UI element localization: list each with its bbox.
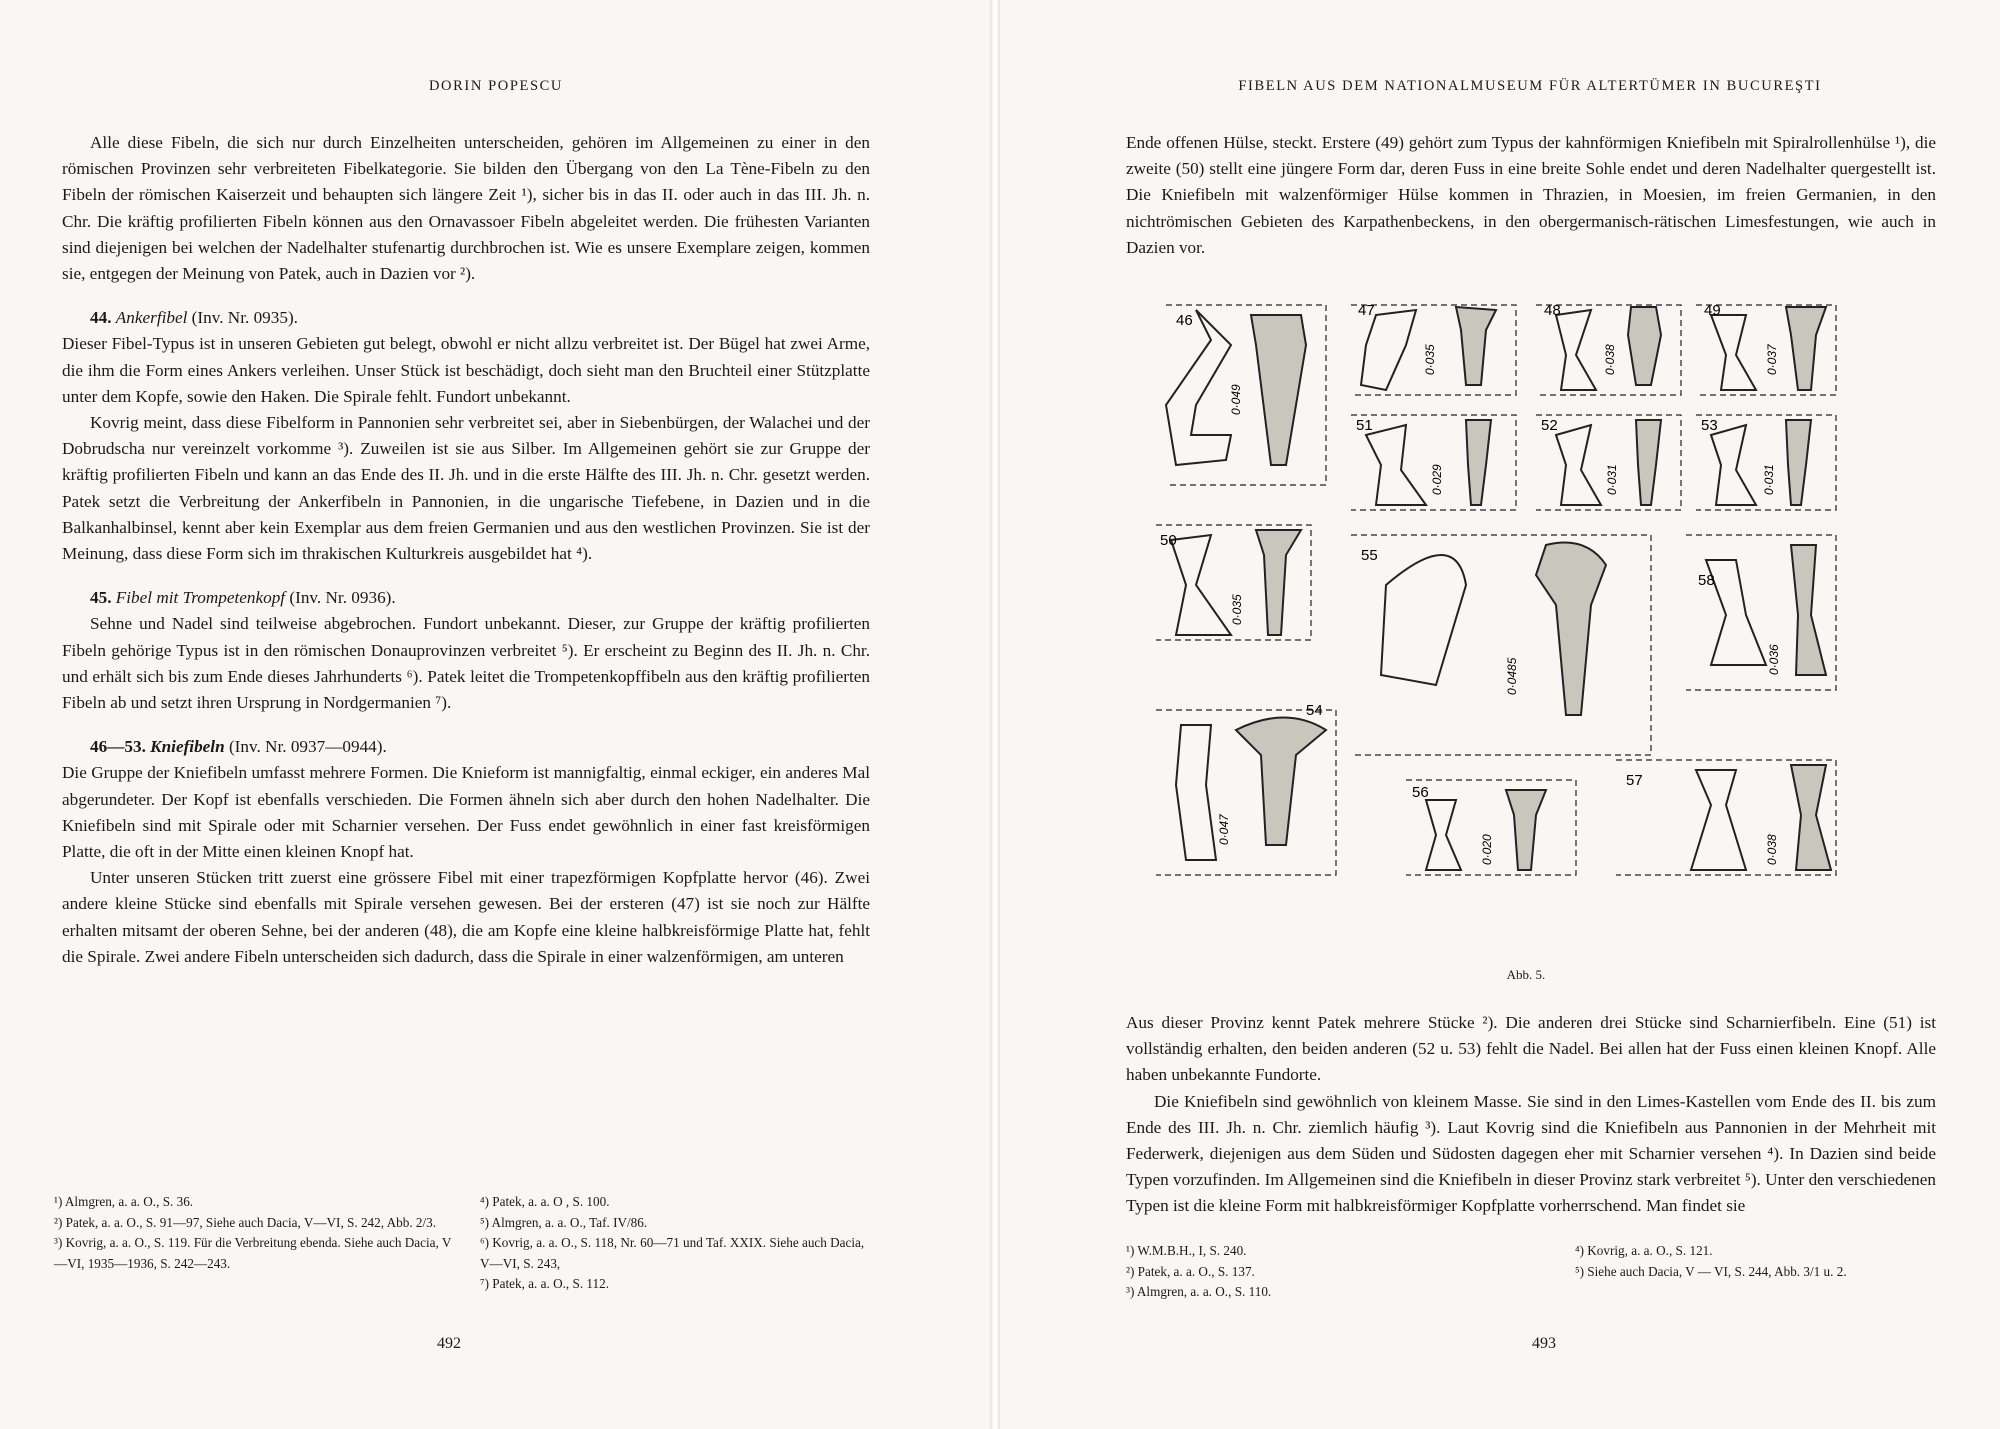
fig-meas: 0·020 (1480, 834, 1494, 865)
fig-label-56: 56 (1412, 784, 1429, 801)
fibula-57-drawing (1616, 760, 1836, 875)
footnotes-left-col (1126, 1241, 1546, 1303)
right-text-top (1126, 130, 1936, 261)
section-46-paragraph: Unter unseren Stücken tritt zuerst eine grössere Fibel mit einer trapezförmigen Kopfplatte hervor (46). Zwei andere kleine Stücke sind ebenfalls mit Spirale versehen gewesen. Bei der ersteren (47) ist sie noch zur Hälfte erhalten mitsamt der oberen Sehne, bei der anderen (48), die am Kopfe eine kleine halbkreisförmige Platte hat, fehlt die Spirale. Zwei andere Fibeln unterscheiden sich dadurch, dass die Spirale in einer walzenförmigen, am unteren (62, 868, 870, 966)
fig-label-53: 53 (1701, 417, 1718, 434)
fibula-drawings (1136, 285, 1916, 945)
section-44-inv: (Inv. Nr. 0935). (191, 308, 298, 328)
fig-meas: 0·035 (1230, 594, 1244, 625)
page-number-right: 493 (1532, 1335, 1556, 1352)
book-gutter (990, 0, 1000, 1429)
fig-label-47: 47 (1358, 302, 1375, 319)
footnote: ⁶) Kovrig, a. a. O., S. 118, Nr. 60—71 und Taf. XXIX. Siehe auch Dacia, V—VI, S. 243, (480, 1235, 865, 1271)
fibula-55-drawing (1351, 535, 1651, 755)
fig-meas: 0·035 (1423, 344, 1437, 375)
right-paragraph: Die Kniefibeln sind gewöhnlich von kleinem Masse. Sie sind in den Limes-Kastellen vom Ende des II. bis zum Ende des III. Jh. n. Chr. ziemlich häufig ³). Laut Kovrig sind die Kniefibeln aus Pannonien in der Mehrheit mit Federwerk, diejenigen aus dem Süden und Südosten dagegen eher mit Scharnier versehen ⁴). In Dazien sind beide Typen vorzufinden. Im Allgemeinen sind die Kniefibeln in dieser Provinz stark verbreitet ⁵). Unter den verschiedenen Typen ist die kleine Form mit halbkreisförmiger Kopfplatte vorherrschend. Man findet sie (1126, 1091, 1936, 1216)
fig-label-58: 58 (1698, 572, 1715, 589)
fig-meas: 0·038 (1765, 834, 1779, 865)
section-46-paragraph: Die Gruppe der Kniefibeln umfasst mehrere Formen. Die Knieform ist mannigfaltig, einmal eckiger, ein anderes Mal abgerundeter. Der Kopf ist ebenfalls verschieden. Die Formen ähneln sich aber durch den hohen Nadelhalter. Die Kniefibeln sind mit Spirale oder mit Scharnier versehen. Der Fuss endet gewöhnlich in einer fast kreisförmigen Platte, die oft in der Mitte einen kleinen Knopf hat. (62, 763, 870, 862)
fibula-49-drawing (1696, 302, 1836, 395)
fibula-52-drawing (1536, 415, 1681, 510)
fibula-47-drawing (1351, 302, 1516, 395)
fig-meas: 0·049 (1229, 384, 1243, 415)
fig-meas: 0·038 (1603, 344, 1617, 375)
fig-label-57: 57 (1626, 772, 1643, 789)
fibula-56-drawing (1406, 780, 1576, 875)
fibula-46-drawing (1166, 305, 1326, 485)
footnote: ⁵) Siehe auch Dacia, V — VI, S. 244, Abb. 3/1 u. 2. (1575, 1263, 1847, 1279)
section-45-title: Fibel mit Trompetenkopf (115, 588, 286, 608)
fig-meas: 0·047 (1217, 814, 1231, 845)
fig-label-50: 50 (1160, 532, 1177, 549)
running-head-left: DORIN POPESCU (428, 78, 563, 94)
fibula-54-drawing (1156, 702, 1336, 875)
footnote: ¹) W.M.B.H., I, S. 240. (1126, 1243, 1247, 1258)
fig-label-46: 46 (1176, 312, 1193, 329)
fig-label-54: 54 (1306, 702, 1323, 719)
fig-meas: 0·031 (1762, 464, 1776, 495)
section-46-inv: (Inv. Nr. 0937—0944). (228, 737, 387, 757)
continuation-paragraph: Ende offenen Hülse, steckt. Erstere (49) gehört zum Typus der kahnförmigen Kniefibeln mit Spiralrollenhülse ¹), die zweite (50) stellt eine jüngere Form dar, deren Fuss in eine breite Sohle endet und deren Nadelhalter quergestellt ist. Die Kniefibeln mit walzenförmiger Hülse kommen in Thrazien, in Moesien, im freien Germanien, in den nichtrömischen Gebieten des Karpathenbeckens, in den obergermanisch-rätischen Limesfestungen, wie auch in Dazien vor. (1126, 133, 1936, 257)
figure-abb-5 (1136, 285, 1916, 982)
footnote: ⁷) Patek, a. a. O., S. 112. (480, 1276, 610, 1291)
section-44-title: Ankerfibel (115, 308, 188, 328)
section-44-paragraph: Kovrig meint, dass diese Fibelform in Pannonien sehr verbreitet sei, aber in Siebenbürgen, der Walachei und der Dobrudscha nur vereinzelt vorkomme ³). Zuweilen ist sie aus Silber. Im Allgemeinen gehört sie zur Gruppe der kräftig profilierten Fibeln und kann an das Ende des II. Jh. und in die erste Hälfte des III. Jh. n. Chr. gesetzt werden. Patek setzt die Verbreitung der Ankerfibeln in Pannonien, in die ungarische Tiefebene, in Dazien und in die Balkanhalbinsel, kennt aber kein Exemplar aus dem freien Germanien und aus den westlichen Provinzen. Sie ist der Meinung, dass diese Form sich im thrakischen Kulturkreis ausgebildet hat ⁴). (62, 413, 870, 564)
fibula-58-drawing (1686, 535, 1836, 690)
fig-meas: 0·037 (1765, 344, 1779, 375)
fig-label-55: 55 (1361, 547, 1378, 564)
section-45-inv: (Inv. Nr. 0936). (289, 588, 396, 608)
section-45-number: 45. (90, 588, 112, 608)
fig-label-52: 52 (1541, 417, 1558, 434)
figure-caption: Abb. 5. (1506, 967, 1546, 982)
left-text-column (62, 130, 870, 970)
footnote: ²) Patek, a. a. O., S. 137. (1126, 1263, 1255, 1279)
fibula-50-drawing (1156, 525, 1311, 640)
section-44-paragraph: Dieser Fibel-Typus ist in unseren Gebieten gut belegt, obwohl er nicht allzu verbreitet ist. Der Bügel hat zwei Arme, die ihm die Form eines Ankers verleihen. Unser Stück ist beschädigt, doch sieht man den Bruchteil einer Stützplatte unter dem Kopfe, sowie den Haken. Die Spirale fehlt. Fundort unbekannt. (62, 334, 870, 406)
footnote: ³) Almgren, a. a. O., S. 110. (1126, 1284, 1272, 1299)
fig-meas: 0·036 (1767, 644, 1781, 675)
section-46-number: 46—53. (90, 737, 146, 757)
fig-meas: 0·031 (1605, 464, 1619, 495)
running-head-right: FIBELN AUS DEM NATIONALMUSEUM FÜR ALTERTÜMER IN BUCUREŞTI (1238, 78, 1822, 94)
right-text-bottom (1126, 1010, 1936, 1220)
left-page (0, 0, 990, 1429)
footnote: ²) Patek, a. a. O., S. 91—97, Siehe auch Dacia, V—VI, S. 242, Abb. 2/3. (54, 1214, 437, 1230)
section-45-paragraph: Sehne und Nadel sind teilweise abgebrochen. Fundort unbekannt. Dieser, zur Gruppe der kräftig profilierten Fibeln gehörige Typus ist in den römischen Donauprovinzen verbreitet ⁵). Er erscheint zu Beginn des II. Jh. n. Chr. und erhält sich bis zum Ende dieses Jahrhunderts ⁶). Patek leitet die Trompetenkopffibeln aus den kräftig profilierten Fibeln ab und setzt ihren Ursprung in Nordgermanien ⁷). (62, 614, 870, 713)
fig-meas: 0·0485 (1505, 657, 1519, 695)
fibula-48-drawing (1536, 302, 1681, 395)
footnotes-right-col (1575, 1241, 1945, 1282)
section-45-heading (62, 585, 870, 611)
section-44-heading (62, 305, 870, 331)
fibula-51-drawing (1351, 415, 1516, 510)
footnote: ⁵) Almgren, a. a. O., Taf. IV/86. (480, 1214, 648, 1230)
footnote: ⁴) Kovrig, a. a. O., S. 121. (1575, 1243, 1713, 1258)
section-46-title: Kniefibeln (150, 737, 225, 757)
fig-label-48: 48 (1544, 302, 1561, 319)
footnotes-right-col (480, 1192, 870, 1295)
footnote: ¹) Almgren, a. a. O., S. 36. (54, 1194, 194, 1209)
fig-label-51: 51 (1356, 417, 1373, 434)
intro-paragraph: Alle diese Fibeln, die sich nur durch Einzelheiten unterscheiden, gehören im Allgemeinen zu einer in den römischen Provinzen sehr verbreiteten Fibelkategorie. Sie bilden den Übergang von den La Tène-Fibeln zu den Fibeln der römischen Kaiserzeit und behaupten sich längere Zeit ¹), sicher bis in das II. oder auch in das III. Jh. n. Chr. Die kräftig profilierten Fibeln können aus den Ornavassoer Fibeln abgeleitet werden. Die frühesten Varianten sind diejenigen bei welchen der Nadelhalter stufenartig durchbrochen ist. Wie es unsere Exemplare zeigen, kommen sie, entgegen der Meinung von Patek, auch in Dazien vor ²). (62, 133, 870, 284)
fibula-53-drawing (1696, 415, 1836, 510)
fig-meas: 0·029 (1430, 464, 1444, 495)
right-paragraph: Aus dieser Provinz kennt Patek mehrere Stücke ²). Die anderen drei Stücke sind Scharnierfibeln. Eine (51) ist vollständig erhalten, den beiden anderen (52 u. 53) fehlt die Nadel. Bei allen hat der Fuss einen kleinen Knopf. Alle haben unbekannte Fundorte. (1126, 1013, 1936, 1085)
section-46-heading (62, 734, 870, 760)
footnotes-left-col (54, 1192, 454, 1274)
right-page (1000, 0, 2000, 1429)
fig-label-49: 49 (1704, 302, 1721, 319)
page-number-left: 492 (437, 1335, 461, 1352)
section-44-number: 44. (90, 308, 112, 328)
footnote: ³) Kovrig, a. a. O., S. 119. Für die Verbreitung ebenda. Siehe auch Dacia, V—VI, 1935—1936, S. 242—243. (54, 1235, 452, 1271)
footnote: ⁴) Patek, a. a. O , S. 100. (480, 1194, 610, 1209)
